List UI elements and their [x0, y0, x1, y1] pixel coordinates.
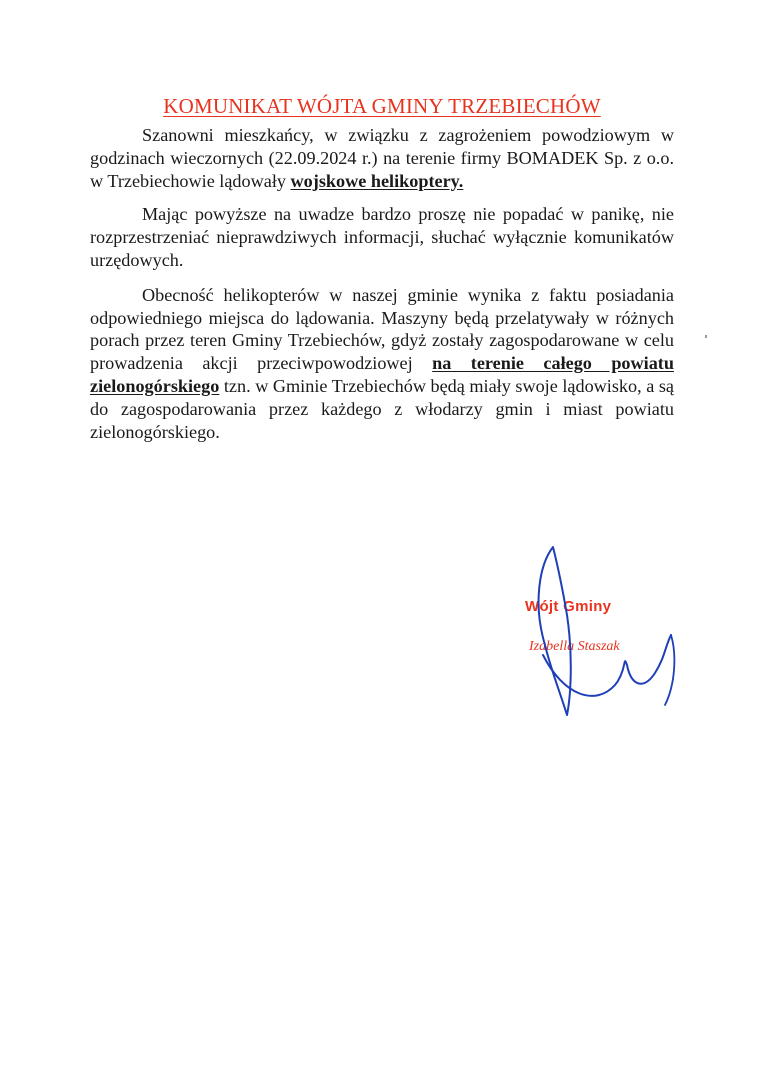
- paragraph-3-emphasis: na terenie całego powiatu zielonogórskiego: [90, 353, 674, 396]
- paragraph-1-text: Szanowni mieszkańcy, w związku z zagrożeniem powodziowym w godzinach wieczornych (22.09.2024 r.) na terenie firmy BOMADEK Sp. z o.o. w Trzebiechowie lądowały: [90, 125, 674, 191]
- stamp-title: Wójt Gminy: [525, 598, 612, 615]
- signature-stroke-tail: [543, 635, 671, 696]
- paragraph-2: Mając powyższe na uwadze bardzo proszę nie popadać w panikę, nie rozprzestrzeniać nieprawdziwych informacji, słuchać wyłącznie komunikatów urzędowych.: [90, 204, 674, 270]
- paragraph-1: [90, 124, 674, 192]
- paragraph-1-emphasis: wojskowe helikoptery.: [290, 170, 464, 191]
- document-body: [90, 124, 674, 454]
- stamp-name: Izabella Staszak: [529, 639, 620, 654]
- signature-stroke-loop: [539, 547, 571, 715]
- paragraph-3-tail: tzn. w Gminie Trzebiechów będą miały swoje lądowisko, a są do zagospodarowania przez każdego z włodarzy gmin i miast powiatu zielonogórskiego.: [90, 375, 674, 442]
- handwritten-signature: [515, 535, 705, 720]
- scan-speck: [705, 335, 707, 338]
- paragraph-3: [90, 284, 674, 444]
- signature-block: [515, 535, 705, 720]
- paragraph-3-text: Obecność helikopterów w naszej gminie wynika z faktu posiadania odpowiedniego miejsca do lądowania. Maszyny będą przelatywały w różnych porach przez teren Gminy Trzebiechów, gdyż zostały zagospodarowane w celu prowadzenia akcji przeciwpowodziowej: [90, 284, 674, 374]
- document-title: KOMUNIKAT WÓJTA GMINY TRZEBIECHÓW: [163, 94, 601, 118]
